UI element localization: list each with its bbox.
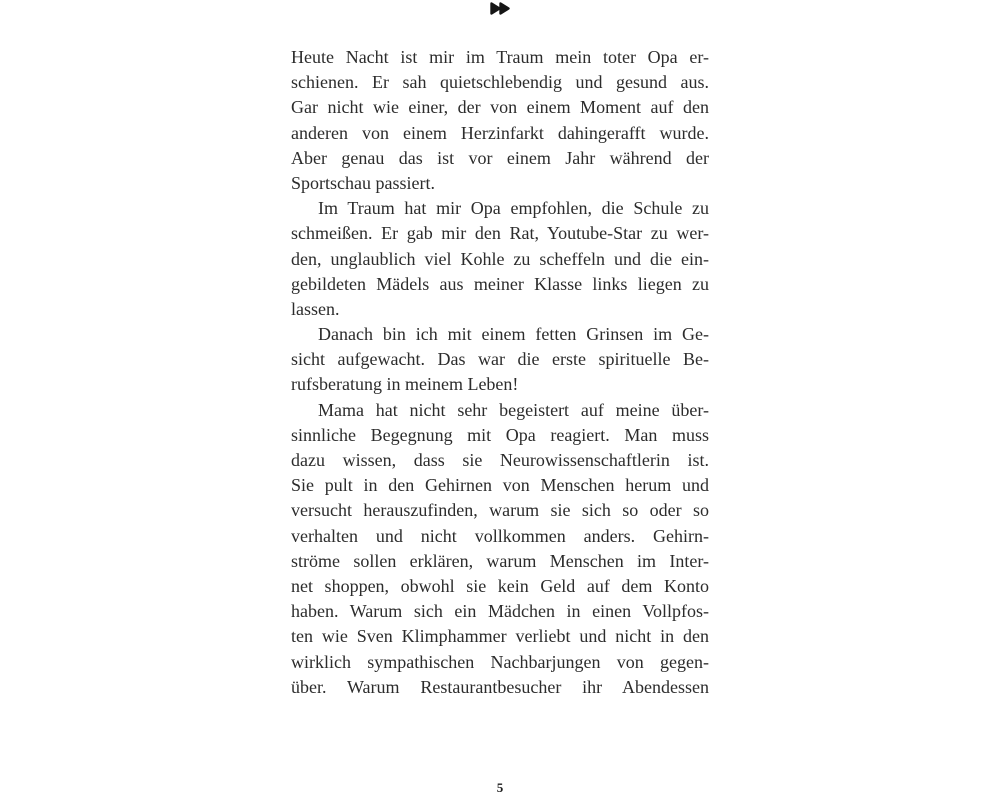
text-line: Sportschau passiert. (291, 172, 435, 193)
text-line: Aber genau das ist vor einem Jahr während der (291, 147, 709, 168)
text-line: net shoppen, obwohl sie kein Geld auf dem Konto (291, 575, 709, 596)
text-line: Mama hat nicht sehr begeistert auf meine über- (318, 399, 709, 420)
text-line: schienen. Er sah quietschlebendig und gesund aus. (291, 72, 709, 93)
text-line: den, unglaublich viel Kohle zu scheffeln und die ein- (291, 248, 709, 269)
text-line: Sie pult in den Gehirnen von Menschen herum und (291, 475, 709, 496)
text-line: schmeißen. Er gab mir den Rat, Youtube-Star zu wer- (291, 223, 709, 244)
fast-forward-icon (489, 1, 511, 16)
text-line: ströme sollen erklären, warum Menschen im Inter- (291, 550, 709, 571)
text-line: Danach bin ich mit einem fetten Grinsen im Ge- (318, 324, 709, 345)
section-marker (0, 1, 1000, 16)
text-line: ten wie Sven Klimphammer verliebt und nicht in den (291, 626, 709, 647)
text-line: dazu wissen, dass sie Neurowissenschaftlerin ist. (291, 450, 709, 470)
text-line: lassen. (291, 298, 340, 319)
text-line: sinnliche Begegnung mit Opa reagiert. Man muss (291, 424, 709, 445)
text-line: haben. Warum sich ein Mädchen in einen Vollpfos- (291, 601, 709, 622)
text-line: sicht aufgewacht. Das war die erste spirituelle Be- (291, 349, 709, 370)
text-line: anderen von einem Herzinfarkt dahingerafft wurde. (291, 122, 709, 143)
text-line: wirklich sympathischen Nachbarjungen von gegen- (291, 651, 709, 672)
text-line: Im Traum hat mir Opa empfohlen, die Schule zu (318, 198, 709, 219)
text-line: rufsberatung in meinem Leben! (291, 374, 519, 395)
text-line: verhalten und nicht vollkommen anders. Gehirn- (291, 525, 709, 546)
text-line: über. Warum Restaurantbesucher ihr Abendessen (291, 676, 709, 697)
text-line: Gar nicht wie einer, der von einem Moment auf den (291, 97, 709, 118)
text-line: versucht herauszufinden, warum sie sich so oder so (291, 500, 709, 521)
text-line: Heute Nacht ist mir im Traum mein toter Opa er- (291, 47, 709, 67)
page-number: 5 (496, 780, 504, 795)
text-line: gebildeten Mädels aus meiner Klasse links liegen zu (291, 273, 709, 294)
body-text (291, 45, 709, 700)
